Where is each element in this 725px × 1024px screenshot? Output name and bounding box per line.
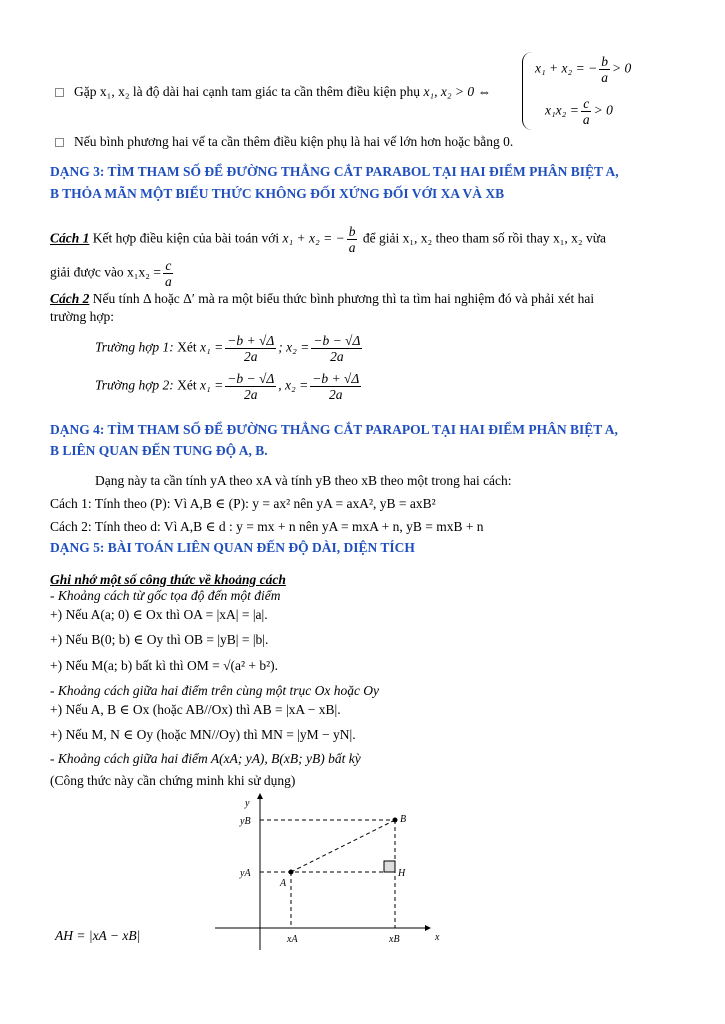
dang4-way2: Cách 2: Tính theo d: Vì A,B ∈ d : y = mx + n nên yA = mxA + n, yB = mxB + n [50, 519, 484, 534]
dang3-heading-line2: B THỎA MÃN MỘT BIỂU THỨC KHÔNG ĐỐI XỨNG ĐỐI VỚI XA VÀ XB [50, 186, 505, 201]
cach1-label: Cách 1 [50, 230, 90, 246]
note-line-3: +) Nếu B(0; b) ∈ Oy thì OB = |yB| = |b|. [50, 632, 269, 647]
bullet-text: Gặp x₁, x₂ là độ dài hai cạnh tam giác ta cần thêm điều kiện phụ [74, 84, 421, 99]
ya-label: yA [240, 868, 251, 879]
xa-label: xA [287, 934, 298, 945]
condition-expr: x₁, x₂ > 0 ⇔ [423, 84, 492, 99]
cach2-label: Cách 2 [50, 291, 90, 306]
note-title: Ghi nhớ một số công thức về khoảng cách [50, 572, 286, 587]
system-eq-2: x₁x₂ = $\frac{c}{a}$ > 0 [545, 96, 613, 127]
segment-ab [291, 820, 395, 872]
dang5-heading: DẠNG 5: BÀI TOÁN LIÊN QUAN ĐẾN ĐỘ DÀI, DIỆN TÍCH [50, 540, 415, 555]
yb-label: yB [240, 816, 251, 827]
note-line-4: +) Nếu M(a; b) bất kì thì OM = √(a² + b²). [50, 658, 279, 673]
right-angle-mark [384, 861, 395, 872]
case-2: Trường hợp 2: Xét x₁ = $\frac{-b - √\Delta}{2a}$ , x₂ = $\frac{-b + √\Delta}{2a}$ [95, 371, 360, 402]
dang3-heading-line1: DẠNG 3: TÌM THAM SỐ ĐỂ ĐƯỜNG THẲNG CẮT PARABOL TẠI HAI ĐIỂM PHÂN BIỆT A, [50, 164, 619, 179]
xb-label: xB [389, 934, 400, 945]
cach1-line2: giải được vào x₁x₂ = $\frac{c}{a}$ [50, 258, 172, 289]
y-axis-label: y [245, 798, 250, 809]
case-1: Trường hợp 1: Xét x₁ = $\frac{-b + √\Delta}{2a}$ ; x₂ = $\frac{-b - √\Delta}{2a}$ [95, 333, 361, 364]
dang4-way1: Cách 1: Tính theo (P): Vì A,B ∈ (P): y = ax² nên yA = axA², yB = axB² [50, 496, 436, 511]
point-b [393, 818, 398, 823]
system-eq-1: x₁ + x₂ = − $\frac{b}{a}$ > 0 [535, 54, 632, 85]
note-line-5: - Khoảng cách giữa hai điểm trên cùng một trục Ox hoặc Oy [50, 683, 380, 698]
note-line-2: +) Nếu A(a; 0) ∈ Ox thì OA = |xA| = |a|. [50, 607, 268, 622]
ah-formula: AH = |xA − xB| [55, 928, 141, 943]
b-label: B [400, 814, 407, 825]
note-line-6: +) Nếu A, B ∈ Ox (hoặc AB//Ox) thì AB = |xA − xB|. [50, 702, 341, 717]
x-axis-label: x [435, 932, 440, 943]
dang4-heading-line1: DẠNG 4: TÌM THAM SỐ ĐỂ ĐƯỜNG THẲNG CẮT PARAPOL TẠI HAI ĐIỂM PHÂN BIỆT A, [50, 422, 618, 437]
note-line-7: +) Nếu M, N ∈ Oy (hoặc MN//Oy) thì MN = |yM − yN|. [50, 727, 356, 742]
note-line-1: - Khoảng cách từ gốc tọa độ đến một điểm [50, 588, 281, 603]
dang4-intro: Dạng này ta cần tính yA theo xA và tính yB theo xB theo một trong hai cách: [95, 473, 512, 488]
point-a [289, 870, 294, 875]
h-label: H [398, 868, 406, 879]
note-line-8: - Khoảng cách giữa hai điểm A(xA; yA), B(xB; yB) bất kỳ [50, 751, 361, 766]
dang4-heading-line2: B LIÊN QUAN ĐẾN TUNG ĐỘ A, B. [50, 443, 268, 458]
bullet-text: Nếu bình phương hai vế ta cần thêm điều kiện phụ là hai vế lớn hơn hoặc bằng 0. [74, 134, 514, 149]
a-label: A [280, 878, 287, 889]
cach2-line1: Cách 2 Nếu tính Δ hoặc Δ′ mà ra một biểu thức bình phương thì ta tìm hai nghiệm đó và phải xét hai [50, 291, 595, 306]
cach2-line2: trường hợp: [50, 309, 114, 324]
note-line-9: (Công thức này cần chứng minh khi sử dụng) [50, 773, 296, 788]
cach1-line1: Cách 1 Kết hợp điều kiện của bài toán với x₁ + x₂ = − $\frac{b}{a}$ để giải x₁, x₂ theo tham số rồi thay x₁, x₂ vừa [50, 224, 607, 255]
